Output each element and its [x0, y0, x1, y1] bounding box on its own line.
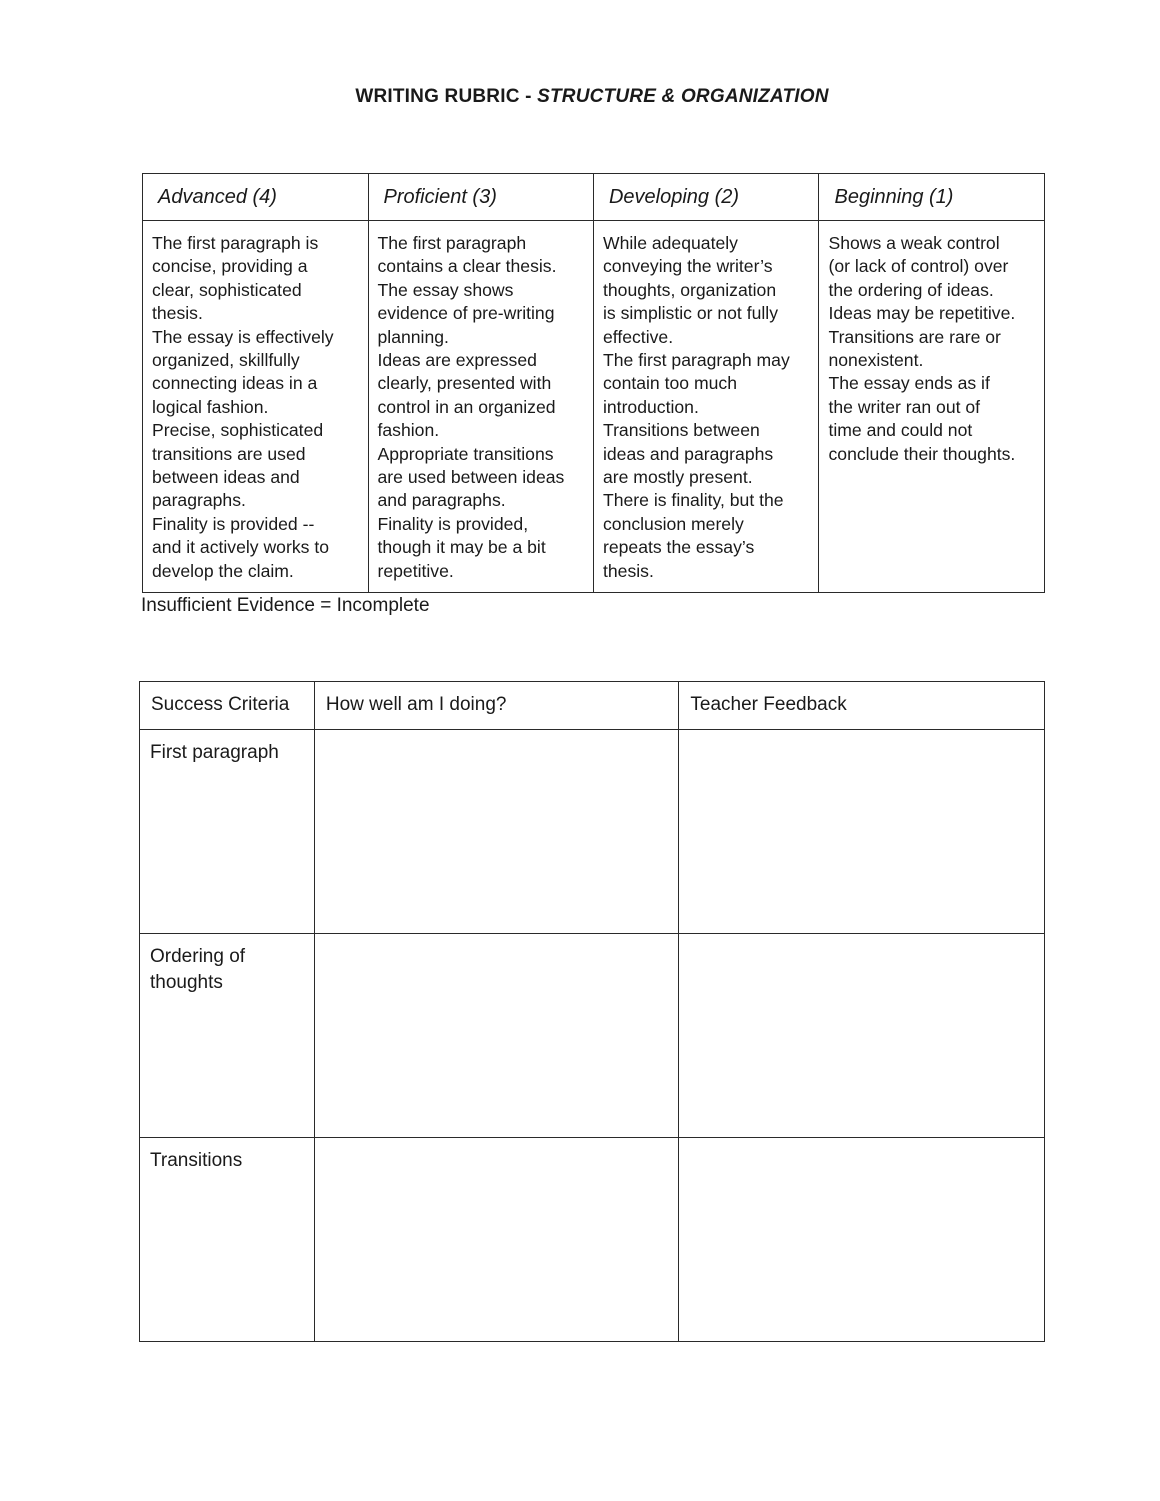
criteria-row [140, 1138, 1045, 1342]
rubric-line: connecting ideas in a [152, 373, 318, 394]
rubric-cell-advanced [143, 221, 369, 593]
rubric-line: thesis. [152, 303, 203, 324]
rubric-line: While adequately [602, 233, 738, 253]
rubric-line: The first paragraph is [152, 233, 319, 253]
title-main: WRITING RUBRIC - [355, 86, 538, 107]
criteria-label-line: Ordering of [150, 946, 246, 967]
rubric-header-advanced: Advanced (4) [143, 174, 369, 221]
rubric-line: conveying the writer’s [602, 256, 773, 277]
criteria-label [140, 934, 315, 1138]
rubric-line: clearly, presented with [377, 373, 552, 394]
rubric-line: There is finality, but the [602, 490, 784, 511]
rubric-line: The essay ends as if [828, 373, 990, 394]
rubric-line: Precise, sophisticated [152, 420, 324, 441]
rubric-line: conclude their thoughts. [828, 443, 1016, 464]
rubric-line: evidence of pre-writing [377, 303, 555, 324]
rubric-line: Ideas are expressed [377, 350, 537, 371]
insufficient-evidence-note: Insufficient Evidence = Incomplete [141, 595, 430, 616]
criteria-header-row [140, 682, 1045, 730]
rubric-line: are used between ideas [377, 467, 565, 488]
rubric-header-row [143, 174, 1045, 221]
rubric-line: organized, skillfully [152, 350, 300, 371]
title-subtitle: STRUCTURE & ORGANIZATION [537, 86, 829, 107]
rubric-line: contains a clear thesis. [377, 256, 557, 277]
rubric-line: and paragraphs. [377, 490, 506, 511]
rubric-header-developing: Developing (2) [593, 174, 819, 221]
rubric-header-beginning: Beginning (1) [819, 174, 1045, 221]
criteria-row [140, 730, 1045, 934]
rubric-line: fashion. [377, 420, 440, 441]
rubric-table [142, 173, 1045, 593]
self-assessment-cell[interactable] [314, 934, 679, 1138]
rubric-line: The first paragraph [377, 233, 527, 253]
rubric-cell-developing [593, 221, 819, 593]
rubric-line: are mostly present. [602, 467, 753, 488]
rubric-line: and it actively works to [152, 537, 329, 558]
rubric-line: The essay is effectively [152, 326, 334, 347]
rubric-line: concise, providing a [152, 256, 308, 277]
rubric-line: Shows a weak control [828, 233, 1000, 253]
rubric-line: though it may be a bit [377, 537, 546, 558]
rubric-line: logical fashion. [152, 396, 269, 417]
rubric-line: paragraphs. [152, 490, 246, 511]
criteria-header-self-assessment: How well am I doing? [314, 682, 679, 730]
criteria-label-line: First paragraph [150, 742, 279, 763]
rubric-line: (or lack of control) over [828, 256, 1009, 277]
rubric-line: Appropriate transitions [377, 443, 554, 464]
rubric-line: effective. [602, 326, 674, 347]
self-assessment-cell[interactable] [314, 1138, 679, 1342]
rubric-line: Ideas may be repetitive. [828, 303, 1016, 324]
rubric-cell-beginning [819, 221, 1045, 593]
rubric-line: contain too much [602, 373, 737, 394]
rubric-line: time and could not [828, 420, 973, 441]
criteria-label-line: Transitions [150, 1150, 243, 1171]
rubric-line: control in an organized [377, 396, 556, 417]
teacher-feedback-cell[interactable] [679, 934, 1045, 1138]
rubric-line: ideas and paragraphs [602, 443, 774, 464]
criteria-label [140, 730, 315, 934]
criteria-label [140, 1138, 315, 1342]
rubric-line: Finality is provided, [377, 513, 529, 534]
rubric-line: is simplistic or not fully [602, 303, 778, 324]
criteria-header-success: Success Criteria [140, 682, 315, 730]
rubric-line: transitions are used [152, 443, 306, 464]
teacher-feedback-cell[interactable] [679, 1138, 1045, 1342]
teacher-feedback-cell[interactable] [679, 730, 1045, 934]
rubric-line: clear, sophisticated [152, 279, 302, 300]
criteria-header-teacher-feedback: Teacher Feedback [679, 682, 1045, 730]
rubric-line: introduction. [602, 396, 699, 417]
rubric-line: repetitive. [377, 560, 454, 581]
self-assessment-cell[interactable] [314, 730, 679, 934]
rubric-line: the writer ran out of [828, 396, 981, 417]
rubric-line: planning. [377, 326, 449, 347]
rubric-line: The first paragraph may [602, 350, 790, 371]
rubric-line: the ordering of ideas. [828, 279, 994, 300]
rubric-line: develop the claim. [152, 560, 294, 581]
rubric-line: between ideas and [152, 467, 300, 488]
rubric-header-proficient: Proficient (3) [368, 174, 593, 221]
criteria-label-line: thoughts [150, 972, 223, 993]
page-title [0, 86, 1160, 108]
rubric-description-row [143, 221, 1045, 593]
rubric-line: nonexistent. [828, 350, 924, 371]
rubric-line: Finality is provided -- [152, 513, 315, 534]
rubric-line: Transitions are rare or [828, 326, 1001, 347]
rubric-cell-proficient [368, 221, 593, 593]
rubric-line: Transitions between [602, 420, 760, 441]
rubric-line: thesis. [602, 560, 654, 581]
rubric-line: repeats the essay’s [602, 537, 755, 558]
criteria-row [140, 934, 1045, 1138]
rubric-line: conclusion merely [602, 513, 744, 534]
success-criteria-table [139, 681, 1045, 1342]
rubric-line: thoughts, organization [602, 279, 777, 300]
rubric-line: The essay shows [377, 279, 514, 300]
